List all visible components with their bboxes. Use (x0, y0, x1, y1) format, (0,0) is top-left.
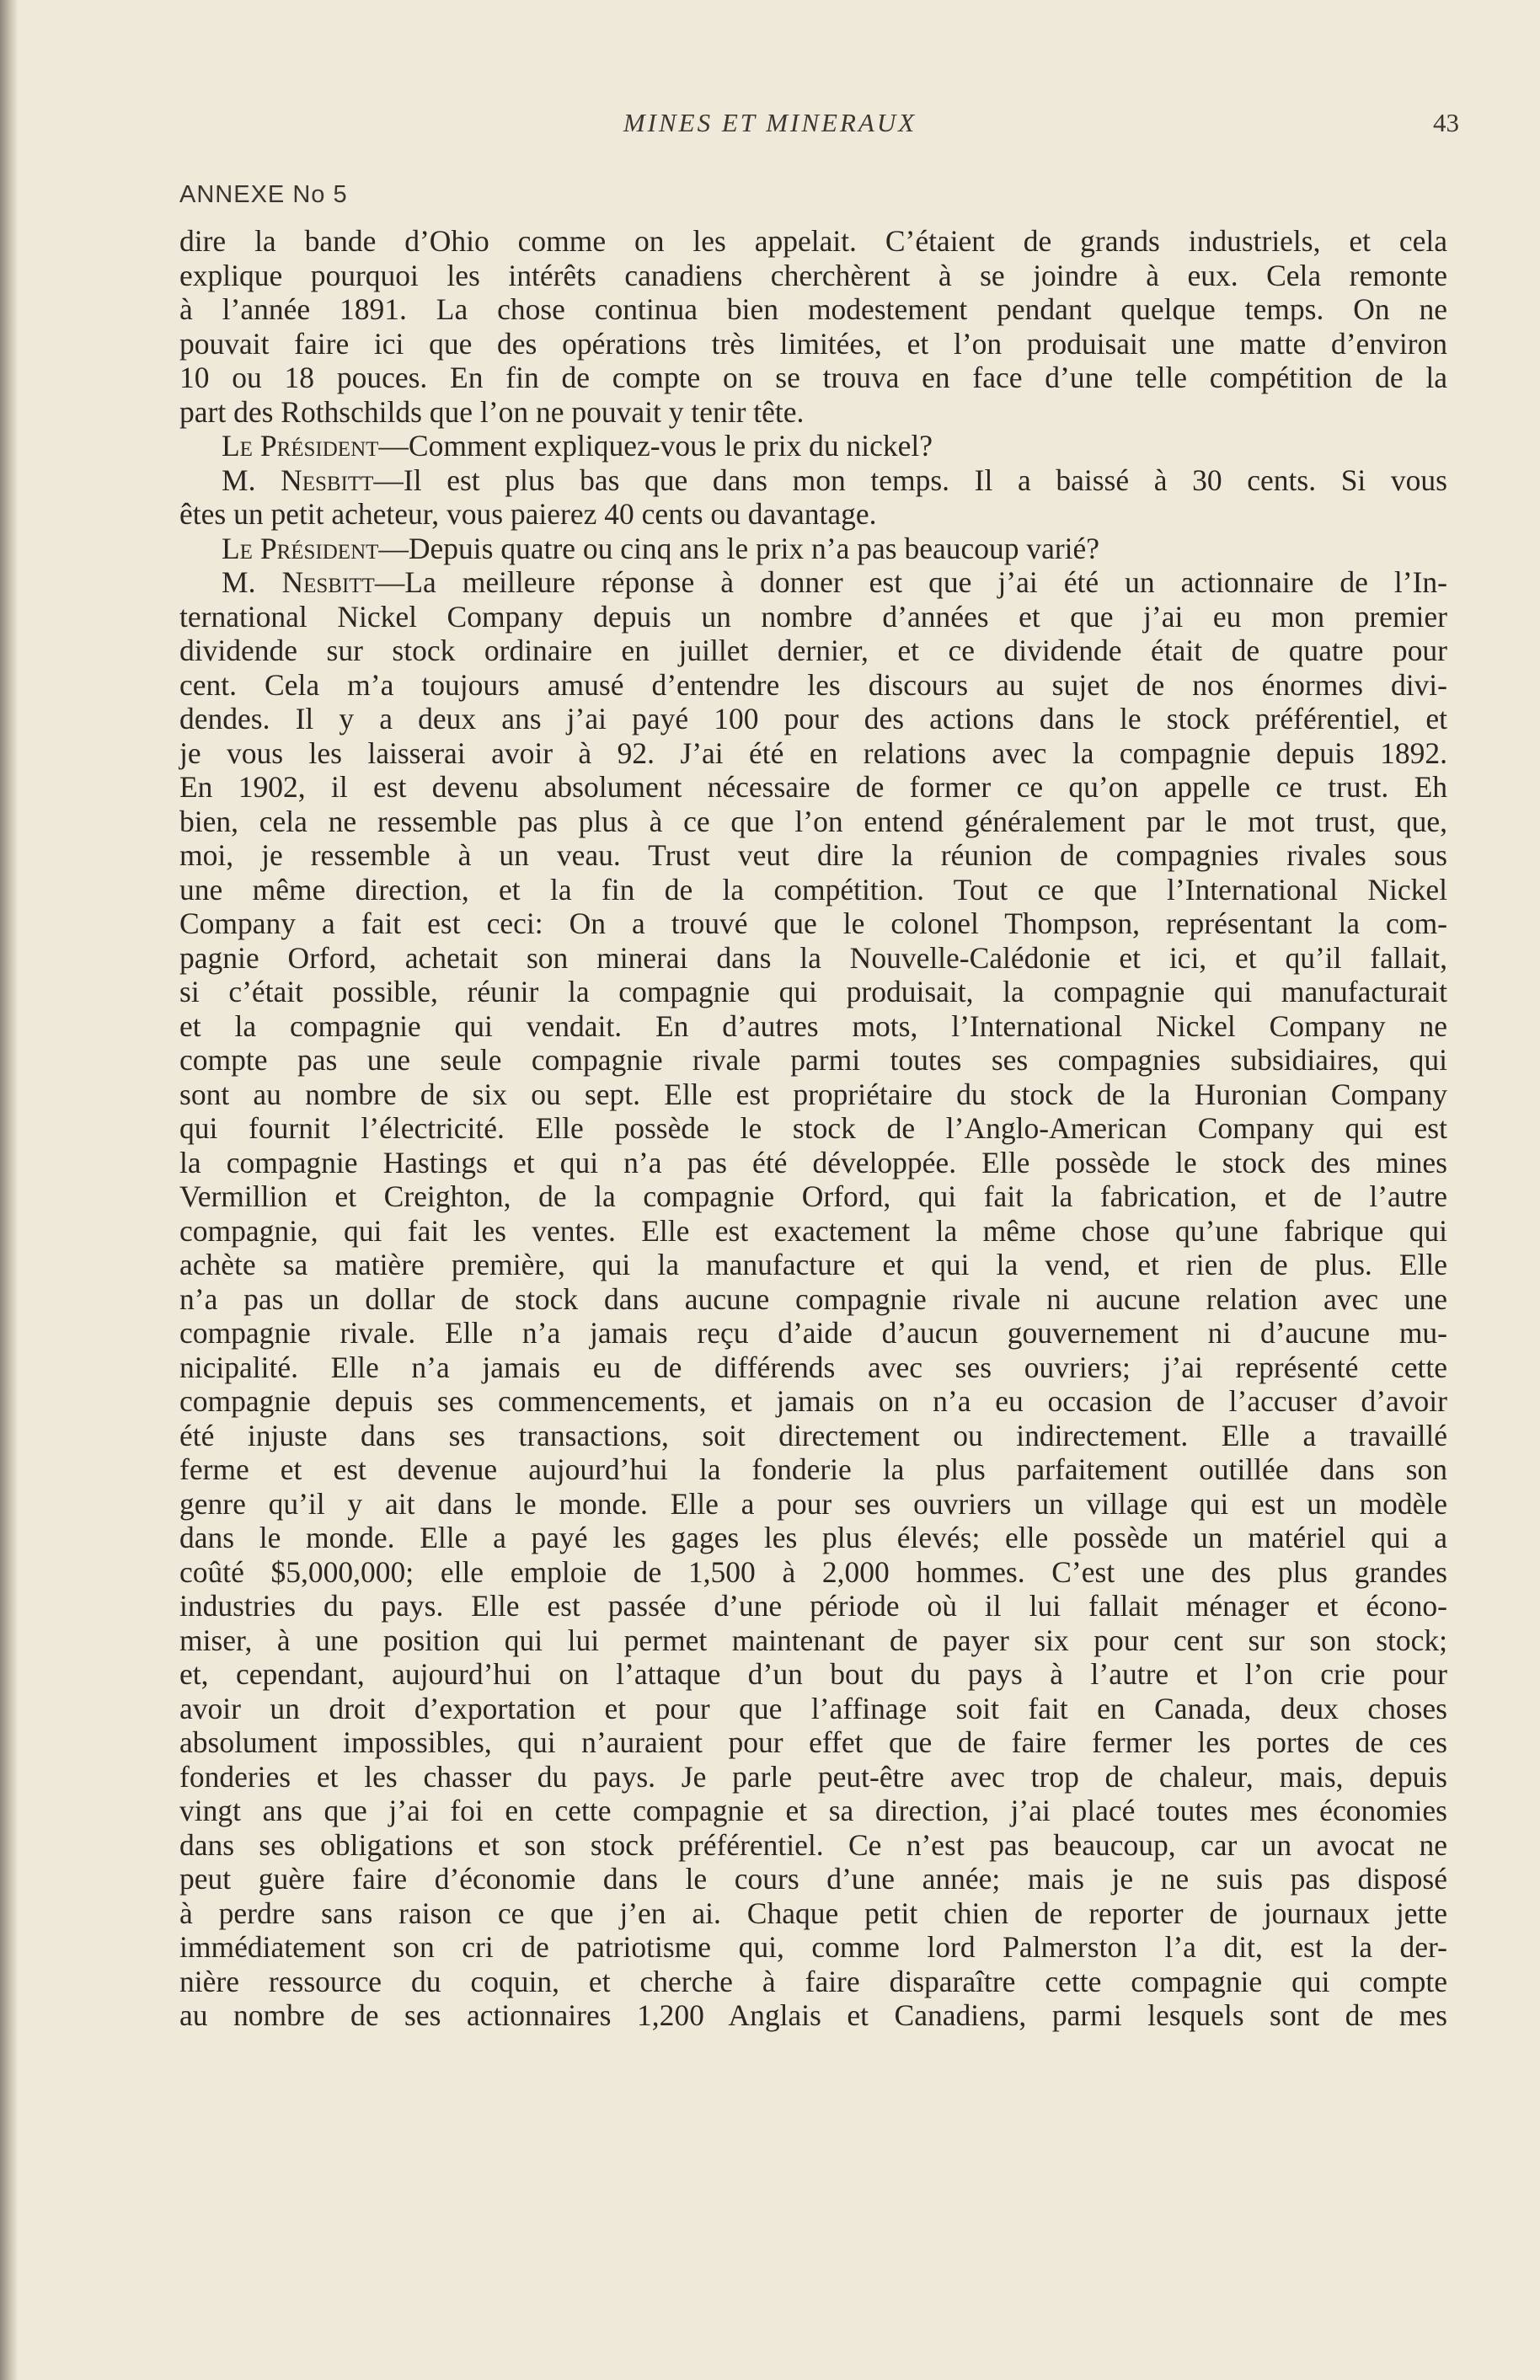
line-text: genre qu’il y ait dans le monde. Elle a pour ses ouvriers un village qui est un modèle (179, 1486, 1447, 1521)
text-line (179, 1487, 1447, 1522)
text-line (179, 1657, 1447, 1692)
text-line (179, 565, 1447, 600)
speaker-name: Le Président (222, 429, 379, 463)
text-line (179, 1248, 1447, 1282)
text-line (179, 1692, 1447, 1726)
text-line (179, 292, 1447, 327)
text-line (179, 907, 1447, 941)
line-text: la compagnie Hastings et qui n’a pas été développée. Elle possède le stock des mines (179, 1145, 1447, 1179)
text-line (179, 736, 1447, 771)
line-text: —La meilleure réponse à donner est que j’ai été un actionnaire de l’In- (374, 565, 1447, 599)
line-text: êtes un petit acheteur, vous paierez 40 cents ou davantage. (179, 497, 877, 531)
line-text: vingt ans que j’ai foi en cette compagnie et sa direction, j’ai placé toutes mes économies (179, 1794, 1447, 1827)
line-text: à perdre sans raison ce que j’en ai. Chaque petit chien de reporter de journaux jette (179, 1896, 1447, 1930)
text-line (179, 668, 1447, 703)
line-text: dire la bande d’Ohio comme on les appelait. C’étaient de grands industriels, et cela (179, 224, 1447, 258)
line-text: au nombre de ses actionnaires 1,200 Anglais et Canadiens, parmi lesquels sont de mes (179, 1998, 1447, 2032)
text-line (179, 1555, 1447, 1590)
line-text: nicipalité. Elle n’a jamais eu de différends avec ses ouvriers; j’ai représenté cette (179, 1350, 1447, 1384)
text-line (179, 497, 1447, 532)
line-text: qui fournit l’électricité. Elle possède le stock de l’Anglo-American Company qui est (179, 1111, 1447, 1145)
text-line (179, 1760, 1447, 1794)
line-text: ternational Nickel Company depuis un nombre d’années et que j’ai eu mon premier (179, 599, 1447, 634)
line-text: moi, je ressemble à un veau. Trust veut dire la réunion de compagnies rivales sous (179, 838, 1447, 872)
text-line (179, 429, 1447, 463)
text-line (179, 600, 1447, 634)
line-text: compagnie, qui fait les ventes. Elle est exactement la même chose qu’une fabrique qui (179, 1213, 1447, 1248)
text-line (179, 1078, 1447, 1112)
line-text: et, cependant, aujourd’hui on l’attaque d’un bout du pays à l’autre et l’on crie pour (179, 1657, 1447, 1691)
text-line (179, 941, 1447, 976)
text-line (179, 805, 1447, 839)
text-line (179, 1896, 1447, 1931)
text-line (179, 395, 1447, 430)
text-line (179, 361, 1447, 395)
line-text: dividende sur stock ordinaire en juillet dernier, et ce dividende était de quatre pour (179, 634, 1447, 667)
line-text: absolument impossibles, qui n’auraient pour effet que de faire fermer les portes de ces (179, 1725, 1447, 1759)
line-text: bien, cela ne ressemble pas plus à ce que l’on entend généralement par le mot trust, que, (179, 804, 1447, 838)
line-text: industries du pays. Elle est passée d’une période où il lui fallait ménager et écono- (179, 1589, 1447, 1623)
text-line (179, 224, 1447, 259)
text-line (179, 1452, 1447, 1487)
text-line (179, 1043, 1447, 1078)
line-text: et la compagnie qui vendait. En d’autres mots, l’International Nickel Company ne (179, 1008, 1447, 1043)
binding-shadow (0, 0, 19, 2380)
text-line (179, 1179, 1447, 1214)
text-line (179, 873, 1447, 907)
text-line (179, 1725, 1447, 1760)
text-line (179, 1214, 1447, 1249)
line-text: été injuste dans ses transactions, soit directement ou indirectement. Elle a travaillé (179, 1418, 1447, 1452)
speaker-name: M. Nesbitt (222, 463, 374, 497)
line-text: dans le monde. Elle a payé les gages les plus élevés; elle possède un matériel qui a (179, 1521, 1447, 1554)
text-line (179, 1384, 1447, 1419)
text-line (179, 1930, 1447, 1965)
line-text: —Il est plus bas que dans mon temps. Il a baissé à 30 cents. Si vous (373, 463, 1447, 497)
line-text: miser, à une position qui lui permet maintenant de payer six pour cent sur son stock; (179, 1623, 1447, 1657)
line-text: dans ses obligations et son stock préférentiel. Ce n’est pas beaucoup, car un avocat ne (179, 1827, 1447, 1862)
line-text: nière ressource du coquin, et cherche à faire disparaître cette compagnie qui compte (179, 1964, 1447, 1998)
line-text: je vous les laisserai avoir à 92. J’ai été en relations avec la compagnie depuis 1892. (179, 735, 1447, 770)
text-line (179, 1828, 1447, 1863)
text-line (179, 1589, 1447, 1623)
text-line (179, 634, 1447, 668)
text-line (179, 1316, 1447, 1350)
text-line (179, 975, 1447, 1009)
line-text: avoir un droit d’exportation et pour que l’affinage soit fait en Canada, deux choses (179, 1691, 1447, 1725)
page-header (0, 108, 1540, 158)
text-line (179, 1623, 1447, 1658)
text-line (179, 1146, 1447, 1180)
line-text: pagnie Orford, achetait son minerai dans la Nouvelle-Calédonie et ici, et qu’il fallait, (179, 940, 1447, 975)
speaker-name: M. Nesbitt (222, 565, 375, 599)
text-line (179, 702, 1447, 736)
line-text: cent. Cela m’a toujours amusé d’entendre les discours au sujet de nos énormes divi- (179, 667, 1447, 702)
line-text: compagnie depuis ses commencements, et jamais on n’a eu occasion de l’accuser d’avoir (179, 1384, 1447, 1418)
line-text: n’a pas un dollar de stock dans aucune compagnie rivale ni aucune relation avec une (179, 1281, 1447, 1316)
line-text: peut guère faire d’économie dans le cours d’une année; mais je ne suis pas disposé (179, 1862, 1447, 1896)
line-text: coûté $5,000,000; elle emploie de 1,500 à 2,000 hommes. C’est une des plus grandes (179, 1554, 1447, 1589)
line-text: achète sa matière première, qui la manufacture et qui la vend, et rien de plus. Elle (179, 1248, 1447, 1281)
text-line (179, 327, 1447, 361)
line-text: compagnie rivale. Elle n’a jamais reçu d’aide d’aucun gouvernement ni d’aucune mu- (179, 1316, 1447, 1350)
line-text: En 1902, il est devenu absolument nécessaire de former ce qu’on appelle ce trust. Eh (179, 770, 1447, 804)
text-line (179, 770, 1447, 805)
line-text: Vermillion et Creighton, de la compagnie Orford, qui fait la fabrication, et de l’autre (179, 1179, 1447, 1213)
line-text: —Depuis quatre ou cinq ans le prix n’a pas beaucoup varié? (378, 531, 1100, 565)
line-text: une même direction, et la fin de la compétition. Tout ce que l’International Nickel (179, 872, 1447, 907)
text-line (179, 1350, 1447, 1385)
page-number: 43 (1433, 108, 1459, 137)
speaker-name: Le Président (222, 531, 379, 565)
text-line (179, 1521, 1447, 1555)
line-text: part des Rothschilds que l’on ne pouvait y tenir tête. (179, 394, 805, 429)
line-text: —Comment expliquez-vous le prix du nickel? (378, 429, 933, 463)
line-text: sont au nombre de six ou sept. Elle est propriétaire du stock de la Huronian Company (179, 1077, 1447, 1111)
running-title: MINES ET MINERAUX (623, 108, 917, 137)
text-line (179, 532, 1447, 566)
line-text: à l’année 1891. La chose continua bien modestement pendant quelque temps. On ne (179, 292, 1447, 326)
line-text: compte pas une seule compagnie rivale parmi toutes ses compagnies subsidiaires, qui (179, 1043, 1447, 1077)
line-text: immédiatement son cri de patriotisme qui, comme lord Palmerston l’a dit, est la der- (179, 1930, 1447, 1964)
text-line (179, 1009, 1447, 1044)
line-text: si c’était possible, réunir la compagnie qui produisait, la compagnie qui manufacturait (179, 975, 1447, 1008)
line-text: 10 ou 18 pouces. En fin de compte on se trouva en face d’une telle compétition de la (179, 361, 1447, 394)
text-line (179, 1419, 1447, 1453)
text-line (179, 1998, 1447, 2033)
annex-label: ANNEXE No 5 (179, 181, 348, 208)
text-line (179, 259, 1447, 293)
line-text: Company a fait est ceci: On a trouvé que le colonel Thompson, représentant la com- (179, 907, 1447, 940)
text-line (179, 1111, 1447, 1146)
line-text: pouvait faire ici que des opérations très limitées, et l’on produisait une matte d’environ (179, 326, 1447, 361)
line-text: dendes. Il y a deux ans j’ai payé 100 pour des actions dans le stock préférentiel, et (179, 702, 1447, 735)
text-line (179, 838, 1447, 873)
line-text: fonderies et les chasser du pays. Je parle peut-être avec trop de chaleur, mais, depuis (179, 1759, 1447, 1794)
line-text: explique pourquoi les intérêts canadiens cherchèrent à se joindre à eux. Cela remonte (179, 258, 1447, 292)
body-text (179, 224, 1447, 2033)
line-text: ferme et est devenue aujourd’hui la fonderie la plus parfaitement outillée dans son (179, 1452, 1447, 1486)
text-line (179, 463, 1447, 498)
text-line (179, 1794, 1447, 1828)
text-line (179, 1965, 1447, 1999)
text-line (179, 1862, 1447, 1896)
text-line (179, 1282, 1447, 1317)
